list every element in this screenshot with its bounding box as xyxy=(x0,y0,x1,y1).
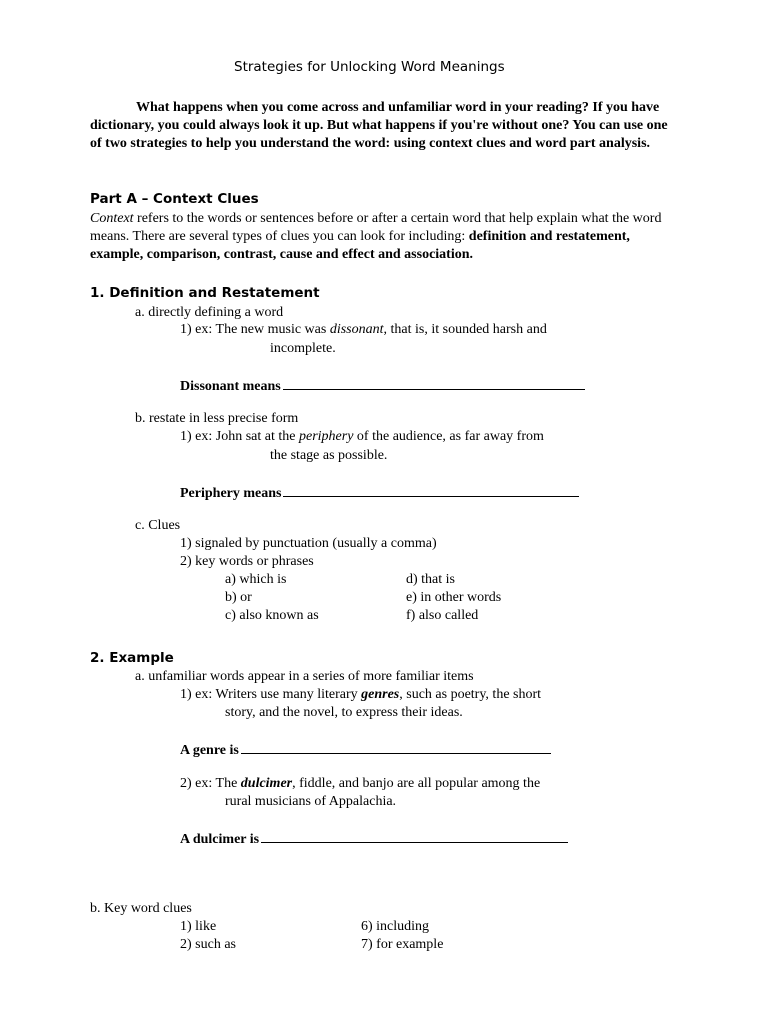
context-definition xyxy=(90,210,680,264)
example-word: dissonant xyxy=(329,322,384,337)
clue-item: b) or xyxy=(225,590,252,605)
fill-in-label: A dulcimer is xyxy=(180,832,260,847)
section-1a-example-continued: incomplete. xyxy=(270,341,336,356)
clue-key-words: 2) key words or phrases xyxy=(180,554,314,569)
key-word-clue: 6) including xyxy=(361,919,430,934)
example-text: 1) ex: The new music was xyxy=(180,322,330,337)
context-term: Context xyxy=(90,211,134,226)
dissonant-answer-blank[interactable] xyxy=(283,375,585,390)
section-1a-example xyxy=(180,321,547,339)
example-text: 1) ex: John sat at the xyxy=(180,429,299,444)
periphery-fill-in xyxy=(180,482,579,503)
genre-answer-blank[interactable] xyxy=(241,739,551,754)
section-1a-label: a. directly defining a word xyxy=(135,305,284,320)
section-1b-label: b. restate in less precise form xyxy=(135,411,299,426)
example-text: , fiddle, and banjo are all popular among the xyxy=(292,776,541,791)
example-text: 2) ex: The xyxy=(180,776,241,791)
periphery-answer-blank[interactable] xyxy=(283,482,579,497)
intro-text: What happens when you come across and unfamiliar word in your reading? If you have dictionary, you could always look it up. But what happens if you're without one? You can use one of two strategies to help you understand the word: using context clues and word part analysis. xyxy=(90,100,668,151)
clue-item: a) which is xyxy=(225,572,287,587)
section-2a-example-2-continued: rural musicians of Appalachia. xyxy=(225,794,397,809)
genre-fill-in xyxy=(180,739,551,760)
example-text: of the audience, as far away from xyxy=(353,429,544,444)
section-1b-example xyxy=(180,428,544,446)
key-word-clue: 2) such as xyxy=(180,937,236,952)
section-2a-example-1-continued: story, and the novel, to express their ideas. xyxy=(225,705,463,720)
section-2b-label: b. Key word clues xyxy=(90,901,192,916)
clue-item: c) also known as xyxy=(225,608,319,623)
section-2a-example-2 xyxy=(180,775,540,793)
clue-item: d) that is xyxy=(406,572,455,587)
clue-punctuation: 1) signaled by punctuation (usually a comma) xyxy=(180,536,437,551)
section-2a-label: a. unfamiliar words appear in a series of more familiar items xyxy=(135,669,474,684)
section-1b-example-continued: the stage as possible. xyxy=(270,448,388,463)
example-text: , that is, it sounded harsh and xyxy=(383,322,547,337)
section-1c-label: c. Clues xyxy=(135,518,181,533)
section-2a-example-1 xyxy=(180,686,541,704)
section-1-heading: 1. Definition and Restatement xyxy=(90,285,320,301)
fill-in-label: A genre is xyxy=(180,743,239,758)
intro-paragraph xyxy=(90,99,680,153)
dissonant-fill-in xyxy=(180,375,585,396)
page-title: Strategies for Unlocking Word Meanings xyxy=(234,59,505,75)
key-word-clue: 1) like xyxy=(180,919,217,934)
example-word: periphery xyxy=(298,429,354,444)
dulcimer-answer-blank[interactable] xyxy=(261,828,568,843)
context-definition-text: refers to the words or sentences before or after a certain word that help explain what the word means. There are several types of clues you can look for including: xyxy=(90,211,662,244)
example-text: , such as poetry, the short xyxy=(399,687,542,702)
fill-in-label: Dissonant means xyxy=(180,379,281,394)
section-2-heading: 2. Example xyxy=(90,650,174,666)
example-text: 1) ex: Writers use many literary xyxy=(180,687,362,702)
example-word: genres xyxy=(361,687,400,702)
clue-types: definition and restatement, example, comparison, contrast, cause and effect and association. xyxy=(90,229,630,262)
part-a-heading: Part A – Context Clues xyxy=(90,191,259,207)
example-word: dulcimer xyxy=(240,776,293,791)
key-word-clue: 7) for example xyxy=(361,937,444,952)
clue-item: f) also called xyxy=(406,608,479,623)
fill-in-label: Periphery means xyxy=(180,486,282,501)
clue-item: e) in other words xyxy=(406,590,502,605)
dulcimer-fill-in xyxy=(180,828,568,849)
